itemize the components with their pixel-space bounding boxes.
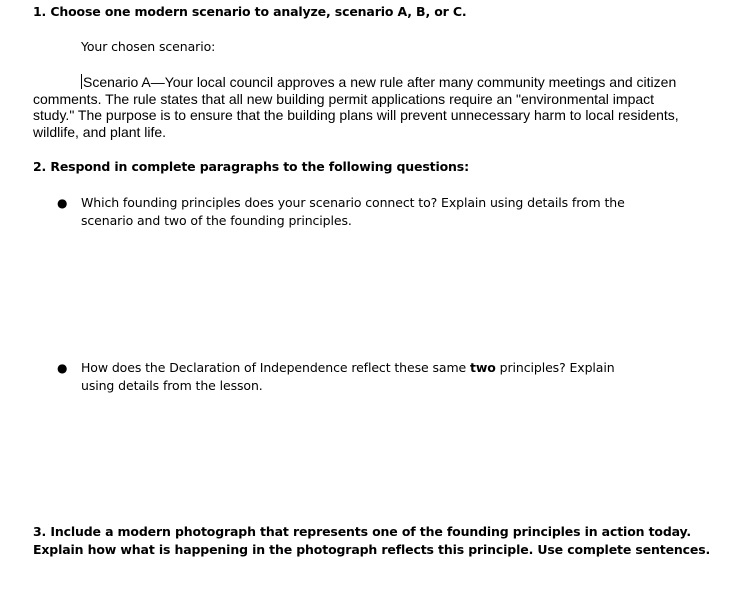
bullet-1-text: Which founding principles does your scenario connect to? Explain using details from the scenario and two of the founding principles. [81,195,625,228]
question-2-heading: 2. Respond in complete paragraphs to the following questions: [33,159,469,174]
bullet-2-text-after: principles? Explain using details from the lesson. [81,360,615,393]
question-1-heading: 1. Choose one modern scenario to analyze, scenario A, B, or C. [33,4,467,19]
bullet-2-emphasis: two [469,360,496,375]
bullet-2-text-before: How does the Declaration of Independence reflect these same [81,360,470,375]
chosen-scenario-label: Your chosen scenario: [81,39,216,54]
text-cursor [81,74,82,89]
scenario-answer-content[interactable]: Scenario A—Your local council approves a new rule after many community meetings and citizen comments. The rule states that all new building permit applications require an "environmental impact study." The purpose is to ensure that the building plans will prevent unnecessary harm to local residents, wildlife, and plant life. [33,74,679,140]
question-2-bullet-1 [57,194,647,230]
bullet-2-text [81,359,647,395]
scenario-answer-text[interactable] [33,74,693,140]
bullet-icon: ● [57,196,68,210]
question-3-heading: 3. Include a modern photograph that represents one of the founding principles in action today. Explain how what is happening in the photograph reflects this principle. Use complete sentences. [33,524,711,557]
bullet-icon: ● [57,361,68,375]
question-2-bullet-2 [57,359,647,395]
